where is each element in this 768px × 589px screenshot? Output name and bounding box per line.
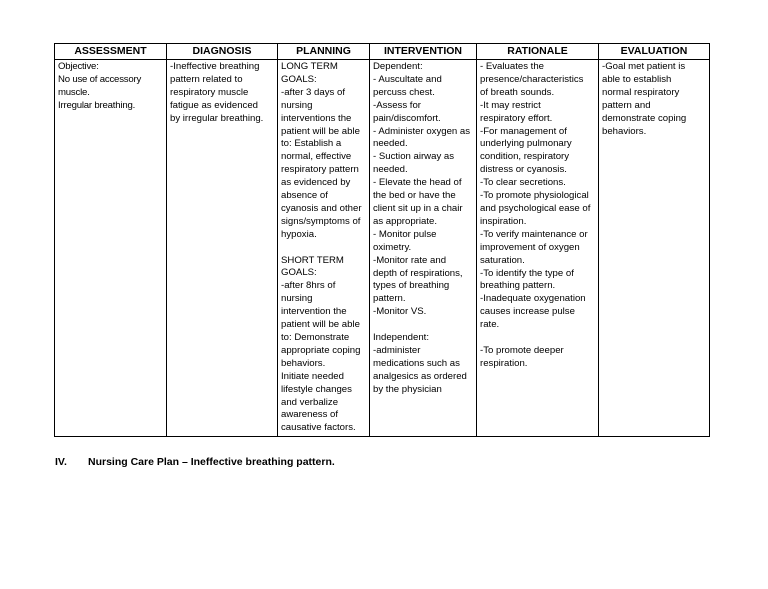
planning-line: nursing bbox=[281, 99, 313, 111]
rationale-line: underlying pulmonary bbox=[480, 138, 572, 150]
section-title: Nursing Care Plan – Ineffective breathing pattern. bbox=[88, 456, 335, 468]
intervention-line: - Administer oxygen as bbox=[373, 125, 471, 137]
planning-cell bbox=[278, 60, 370, 437]
planning-line: signs/symptoms of bbox=[281, 215, 361, 227]
header-evaluation: EVALUATION bbox=[599, 44, 710, 60]
intervention-line: Dependent: bbox=[373, 61, 423, 72]
assessment-line: No use of accessory bbox=[58, 73, 142, 85]
intervention-line: -Monitor VS. bbox=[373, 306, 427, 318]
planning-line: interventions the bbox=[281, 112, 352, 124]
planning-line: hypoxia. bbox=[281, 228, 317, 240]
rationale-line: -To promote deeper bbox=[480, 344, 564, 356]
rationale-line: respiration. bbox=[480, 357, 528, 369]
diagnosis-line: -Ineffective breathing bbox=[170, 61, 260, 72]
planning-line: GOALS: bbox=[281, 73, 317, 85]
evaluation-line: able to establish bbox=[602, 73, 672, 85]
intervention-line: -administer bbox=[373, 344, 421, 356]
intervention-line: pattern. bbox=[373, 293, 406, 305]
section-number: IV. bbox=[55, 456, 67, 468]
rationale-line: inspiration. bbox=[480, 215, 527, 227]
nursing-care-plan-table bbox=[54, 43, 710, 437]
planning-line: behaviors. bbox=[281, 357, 326, 369]
assessment-line: Irregular breathing. bbox=[58, 99, 136, 111]
planning-line: to: Establish a bbox=[281, 138, 342, 150]
planning-line: patient will be able bbox=[281, 125, 360, 137]
intervention-line: by the physician bbox=[373, 383, 442, 395]
evaluation-cell bbox=[599, 60, 710, 437]
rationale-line: rate. bbox=[480, 319, 500, 331]
intervention-line: pain/discomfort. bbox=[373, 112, 441, 124]
rationale-line: -To clear secretions. bbox=[480, 177, 566, 189]
planning-line: GOALS: bbox=[281, 267, 317, 279]
intervention-line: - Monitor pulse bbox=[373, 228, 437, 240]
header-assessment: ASSESSMENT bbox=[55, 44, 167, 60]
planning-line: as evidenced by bbox=[281, 177, 351, 189]
planning-line: intervention the bbox=[281, 306, 347, 318]
table-row bbox=[55, 60, 710, 437]
planning-line: nursing bbox=[281, 293, 313, 305]
intervention-line: - Suction airway as bbox=[373, 151, 455, 163]
planning-line: and verbalize bbox=[281, 396, 339, 408]
planning-line: -after 8hrs of bbox=[281, 280, 336, 292]
intervention-line: -Assess for bbox=[373, 99, 421, 111]
evaluation-line: -Goal met patient is bbox=[602, 61, 686, 72]
assessment-line: muscle. bbox=[58, 86, 90, 98]
intervention-line: needed. bbox=[373, 138, 408, 150]
planning-line: causative factors. bbox=[281, 422, 356, 434]
evaluation-line: pattern and bbox=[602, 99, 651, 111]
planning-line: Initiate needed bbox=[281, 370, 344, 382]
rationale-line: -It may restrict bbox=[480, 99, 541, 111]
planning-line: cyanosis and other bbox=[281, 202, 362, 214]
planning-line: to: Demonstrate bbox=[281, 332, 350, 344]
rationale-line: condition, respiratory bbox=[480, 151, 570, 163]
planning-line: -after 3 days of bbox=[281, 86, 345, 98]
rationale-line: improvement of oxygen bbox=[480, 241, 580, 253]
rationale-line: -To verify maintenance or bbox=[480, 228, 588, 240]
intervention-cell bbox=[370, 60, 477, 437]
planning-line: LONG TERM bbox=[281, 61, 338, 72]
header-row bbox=[55, 44, 710, 60]
section-caption bbox=[55, 456, 335, 468]
diagnosis-line: pattern related to bbox=[170, 73, 243, 85]
header-rationale: RATIONALE bbox=[477, 44, 599, 60]
intervention-line: depth of respirations, bbox=[373, 267, 463, 279]
diagnosis-line: by irregular breathing. bbox=[170, 112, 264, 124]
header-planning: PLANNING bbox=[278, 44, 370, 60]
assessment-line: Objective: bbox=[58, 61, 99, 72]
rationale-line bbox=[480, 332, 595, 345]
planning-line: patient will be able bbox=[281, 319, 360, 331]
planning-line: awareness of bbox=[281, 409, 339, 421]
evaluation-line: demonstrate coping bbox=[602, 112, 687, 124]
rationale-line: breathing pattern. bbox=[480, 280, 556, 292]
planning-line: appropriate coping bbox=[281, 344, 361, 356]
evaluation-line: normal respiratory bbox=[602, 86, 680, 98]
rationale-line: presence/characteristics bbox=[480, 73, 584, 85]
evaluation-line: behaviors. bbox=[602, 125, 647, 137]
intervention-line: the bed or have the bbox=[373, 190, 456, 202]
intervention-line: types of breathing bbox=[373, 280, 450, 292]
rationale-cell bbox=[477, 60, 599, 437]
rationale-line: -To promote physiological bbox=[480, 190, 589, 202]
intervention-line: client sit up in a chair bbox=[373, 202, 463, 214]
planning-line: SHORT TERM bbox=[281, 254, 344, 266]
rationale-line: -Inadequate oxygenation bbox=[480, 293, 586, 305]
diagnosis-line: respiratory muscle bbox=[170, 86, 249, 98]
intervention-line: oximetry. bbox=[373, 241, 412, 253]
planning-line: lifestyle changes bbox=[281, 383, 352, 395]
rationale-line: saturation. bbox=[480, 254, 525, 266]
rationale-line: respiratory effort. bbox=[480, 112, 553, 124]
header-intervention: INTERVENTION bbox=[370, 44, 477, 60]
intervention-line: as appropriate. bbox=[373, 215, 437, 227]
intervention-line: percuss chest. bbox=[373, 86, 435, 98]
assessment-cell bbox=[55, 60, 167, 437]
planning-line bbox=[281, 242, 366, 255]
rationale-line: -For management of bbox=[480, 125, 567, 137]
intervention-line: analgesics as ordered bbox=[373, 370, 467, 382]
rationale-line: causes increase pulse bbox=[480, 306, 575, 318]
intervention-line: medications such as bbox=[373, 357, 460, 369]
diagnosis-line: fatigue as evidenced bbox=[170, 99, 259, 111]
intervention-line: - Auscultate and bbox=[373, 73, 442, 85]
rationale-line: and psychological ease of bbox=[480, 202, 591, 214]
header-diagnosis: DIAGNOSIS bbox=[167, 44, 278, 60]
intervention-line: -Monitor rate and bbox=[373, 254, 447, 266]
planning-line: respiratory pattern bbox=[281, 164, 359, 176]
planning-line: normal, effective bbox=[281, 151, 352, 163]
intervention-line: needed. bbox=[373, 164, 408, 176]
intervention-line: - Elevate the head of bbox=[373, 177, 462, 189]
rationale-line: distress or cyanosis. bbox=[480, 164, 567, 176]
rationale-line: of breath sounds. bbox=[480, 86, 555, 98]
planning-line: absence of bbox=[281, 190, 328, 202]
intervention-line bbox=[373, 319, 473, 332]
rationale-line: -To identify the type of bbox=[480, 267, 574, 279]
intervention-line: Independent: bbox=[373, 332, 430, 344]
diagnosis-cell bbox=[167, 60, 278, 437]
rationale-line: - Evaluates the bbox=[480, 61, 544, 72]
